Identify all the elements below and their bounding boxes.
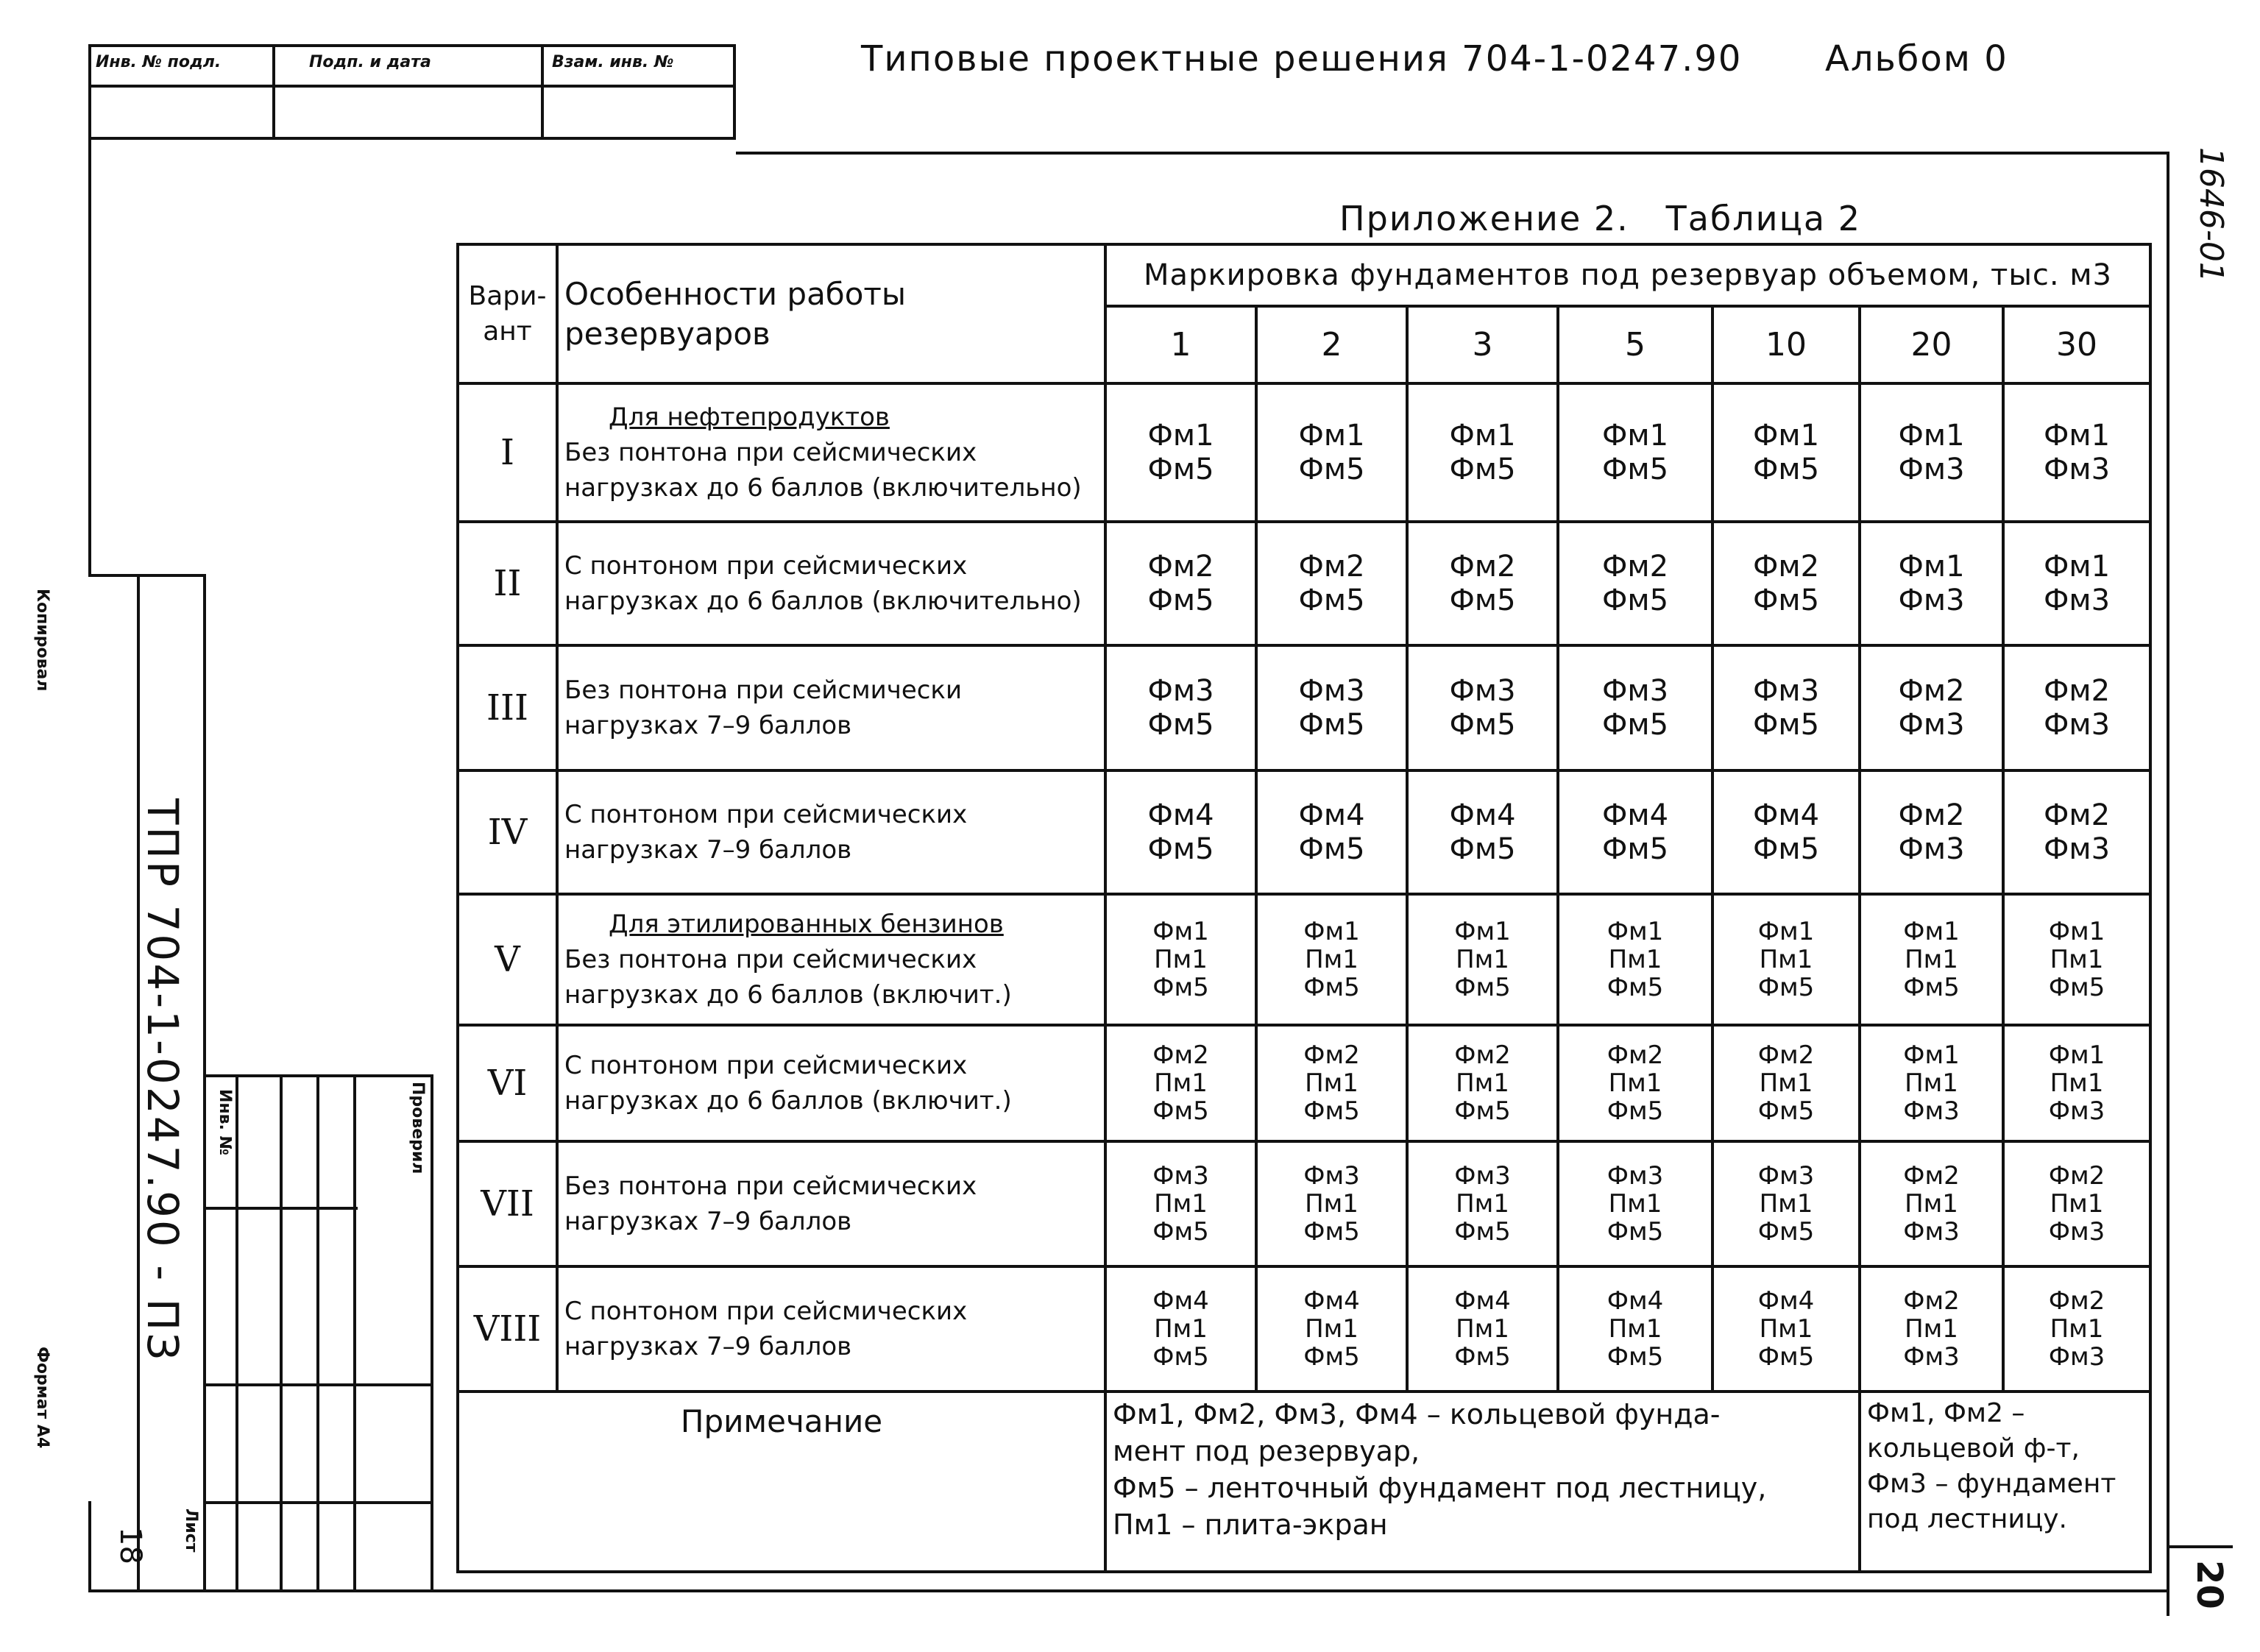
description-cell <box>557 645 1105 770</box>
appendix-title: Приложение 2. Таблица 2 <box>1339 199 1861 238</box>
description-text: С понтоном при сейсмических нагрузках 7–9 баллов <box>564 800 968 865</box>
description-text: С понтоном при сейсмических нагрузках до 6 баллов (включит.) <box>564 1051 1012 1116</box>
marking-cell: Фм3 Пм1 Фм5 <box>1558 1141 1712 1266</box>
marking-cell: Фм1 Фм5 <box>1256 383 1407 522</box>
description-cell <box>557 383 1105 522</box>
note-side: Фм1, Фм2 – кольцевой ф-т, Фм3 – фундамент под лестницу. <box>1860 1392 2150 1572</box>
col-variant-header: Вари- ант <box>458 244 557 383</box>
volume-header: 30 <box>2003 306 2150 383</box>
marking-cell: Фм3 Фм5 <box>1558 645 1712 770</box>
description-cell <box>557 894 1105 1025</box>
marking-cell: Фм1 Фм5 <box>1407 383 1558 522</box>
volume-header: 2 <box>1256 306 1407 383</box>
stamp-inv-label: Инв. № подл. <box>96 53 222 71</box>
marking-cell: Фм2 Пм1 Фм3 <box>1860 1266 2003 1392</box>
table-row <box>458 1025 2150 1141</box>
volume-header: 1 <box>1105 306 1256 383</box>
format-label: Формат А4 <box>33 1347 52 1449</box>
description-text: Без понтона при сейсмических нагрузках 7–9 баллов <box>564 1171 977 1236</box>
marking-cell: Фм4 Пм1 Фм5 <box>1105 1266 1256 1392</box>
volume-header: 20 <box>1860 306 2003 383</box>
description-cell <box>557 1025 1105 1141</box>
marking-cell: Фм2 Фм3 <box>1860 770 2003 894</box>
marking-cell: Фм2 Фм3 <box>2003 645 2150 770</box>
stamp-replace-label: Взам. инв. № <box>552 53 674 71</box>
checked-label: Проверил <box>408 1082 427 1174</box>
table-row <box>458 1141 2150 1266</box>
col-features-header: Особенности работы резервуаров <box>557 244 1105 383</box>
variant-cell: V <box>458 894 557 1025</box>
stamp-top <box>88 44 736 140</box>
marking-cell: Фм3 Фм5 <box>1256 645 1407 770</box>
note-main: Фм1, Фм2, Фм3, Фм4 – кольцевой фунда- мент под резервуар, Фм5 – ленточный фундамент под лестницу, Пм1 – плита-экран <box>1105 1392 1860 1572</box>
section-heading: Для этилированных бензинов <box>609 910 1004 939</box>
marking-cell: Фм4 Пм1 Фм5 <box>1712 1266 1860 1392</box>
description-cell <box>557 770 1105 894</box>
note-label: Примечание <box>458 1392 1105 1572</box>
table-row <box>458 383 2150 522</box>
table-row <box>458 645 2150 770</box>
table-row <box>458 770 2150 894</box>
marking-cell: Фм1 Пм1 Фм5 <box>2003 894 2150 1025</box>
marking-cell: Фм4 Пм1 Фм5 <box>1407 1266 1558 1392</box>
album-label: Альбом 0 <box>1825 38 2008 79</box>
marking-cell: Фм1 Фм3 <box>2003 383 2150 522</box>
copied-label: Копировал <box>33 589 52 692</box>
marking-cell: Фм2 Фм5 <box>1105 522 1256 645</box>
marking-cell: Фм2 Пм1 Фм3 <box>2003 1266 2150 1392</box>
marking-cell: Фм1 Пм1 Фм5 <box>1860 894 2003 1025</box>
description-text: С понтоном при сейсмических нагрузках до 6 баллов (включительно) <box>564 551 1082 616</box>
marking-cell: Фм2 Фм3 <box>1860 645 2003 770</box>
sheet-label: Лист <box>182 1509 200 1553</box>
marking-cell: Фм2 Пм1 Фм5 <box>1712 1025 1860 1141</box>
marking-cell: Фм1 Пм1 Фм3 <box>1860 1025 2003 1141</box>
marking-cell: Фм1 Фм5 <box>1558 383 1712 522</box>
marking-cell: Фм2 Пм1 Фм5 <box>1558 1025 1712 1141</box>
marking-cell: Фм4 Пм1 Фм5 <box>1256 1266 1407 1392</box>
volume-header: 3 <box>1407 306 1558 383</box>
doc-code: ТПР 704-1-0247.90 - ПЗ <box>138 798 188 1363</box>
marking-cell: Фм1 Фм5 <box>1105 383 1256 522</box>
marking-cell: Фм1 Пм1 Фм5 <box>1712 894 1860 1025</box>
variant-cell: II <box>458 522 557 645</box>
variant-cell: I <box>458 383 557 522</box>
marking-cell: Фм2 Пм1 Фм5 <box>1407 1025 1558 1141</box>
description-text: Без понтона при сейсмически нагрузках 7–9 баллов <box>564 676 963 740</box>
section-heading: Для нефтепродуктов <box>609 403 890 432</box>
variant-cell: III <box>458 645 557 770</box>
table-row <box>458 522 2150 645</box>
marking-cell: Фм4 Фм5 <box>1256 770 1407 894</box>
col-marking-header: Маркировка фундаментов под резервуар объемом, тыс. м3 <box>1105 244 2150 306</box>
page-number: 20 <box>2189 1560 2230 1609</box>
marking-cell: Фм2 Фм5 <box>1712 522 1860 645</box>
variant-cell: VI <box>458 1025 557 1141</box>
marking-cell: Фм2 Пм1 Фм5 <box>1256 1025 1407 1141</box>
marking-cell: Фм2 Фм5 <box>1407 522 1558 645</box>
marking-cell: Фм4 Фм5 <box>1712 770 1860 894</box>
marking-cell: Фм4 Фм5 <box>1407 770 1558 894</box>
inv-label: Инв. № <box>216 1089 234 1156</box>
marking-cell: Фм3 Фм5 <box>1712 645 1860 770</box>
foundation-table <box>456 243 2152 1573</box>
side-number: 1646-01 <box>2192 147 2230 283</box>
marking-cell: Фм3 Пм1 Фм5 <box>1256 1141 1407 1266</box>
table-body <box>458 383 2150 1392</box>
table-row <box>458 1266 2150 1392</box>
volume-header: 5 <box>1558 306 1712 383</box>
description-text: Без понтона при сейсмических нагрузках до 6 баллов (включит.) <box>564 945 1012 1010</box>
marking-cell: Фм2 Фм5 <box>1256 522 1407 645</box>
description-text: С понтоном при сейсмических нагрузках 7–9 баллов <box>564 1297 968 1361</box>
marking-cell: Фм4 Фм5 <box>1105 770 1256 894</box>
marking-cell: Фм1 Фм3 <box>1860 522 2003 645</box>
marking-cell: Фм1 Пм1 Фм5 <box>1105 894 1256 1025</box>
marking-cell: Фм2 Пм1 Фм5 <box>1105 1025 1256 1141</box>
description-text: Без понтона при сейсмических нагрузках до 6 баллов (включительно) <box>564 438 1082 503</box>
marking-cell: Фм1 Пм1 Фм5 <box>1558 894 1712 1025</box>
marking-cell: Фм2 Пм1 Фм3 <box>2003 1141 2150 1266</box>
volume-header: 10 <box>1712 306 1860 383</box>
sheet-number: 18 <box>113 1527 147 1564</box>
marking-cell: Фм4 Фм5 <box>1558 770 1712 894</box>
marking-cell: Фм1 Фм5 <box>1712 383 1860 522</box>
variant-cell: IV <box>458 770 557 894</box>
marking-cell: Фм1 Пм1 Фм5 <box>1407 894 1558 1025</box>
description-cell <box>557 1266 1105 1392</box>
page-title: Типовые проектные решения 704-1-0247.90 <box>861 38 1743 79</box>
marking-cell: Фм1 Фм3 <box>2003 522 2150 645</box>
marking-cell: Фм3 Пм1 Фм5 <box>1105 1141 1256 1266</box>
marking-cell: Фм2 Фм5 <box>1558 522 1712 645</box>
variant-cell: VII <box>458 1141 557 1266</box>
marking-cell: Фм4 Пм1 Фм5 <box>1558 1266 1712 1392</box>
marking-cell: Фм3 Пм1 Фм5 <box>1407 1141 1558 1266</box>
marking-cell: Фм3 Фм5 <box>1407 645 1558 770</box>
description-cell <box>557 522 1105 645</box>
marking-cell: Фм1 Пм1 Фм5 <box>1256 894 1407 1025</box>
marking-cell: Фм3 Пм1 Фм5 <box>1712 1141 1860 1266</box>
marking-cell: Фм2 Фм3 <box>2003 770 2150 894</box>
marking-cell: Фм1 Пм1 Фм3 <box>2003 1025 2150 1141</box>
marking-cell: Фм2 Пм1 Фм3 <box>1860 1141 2003 1266</box>
table-row <box>458 894 2150 1025</box>
stamp-sign-label: Подп. и дата <box>309 53 431 71</box>
description-cell <box>557 1141 1105 1266</box>
marking-cell: Фм3 Фм5 <box>1105 645 1256 770</box>
variant-cell: VIII <box>458 1266 557 1392</box>
marking-cell: Фм1 Фм3 <box>1860 383 2003 522</box>
